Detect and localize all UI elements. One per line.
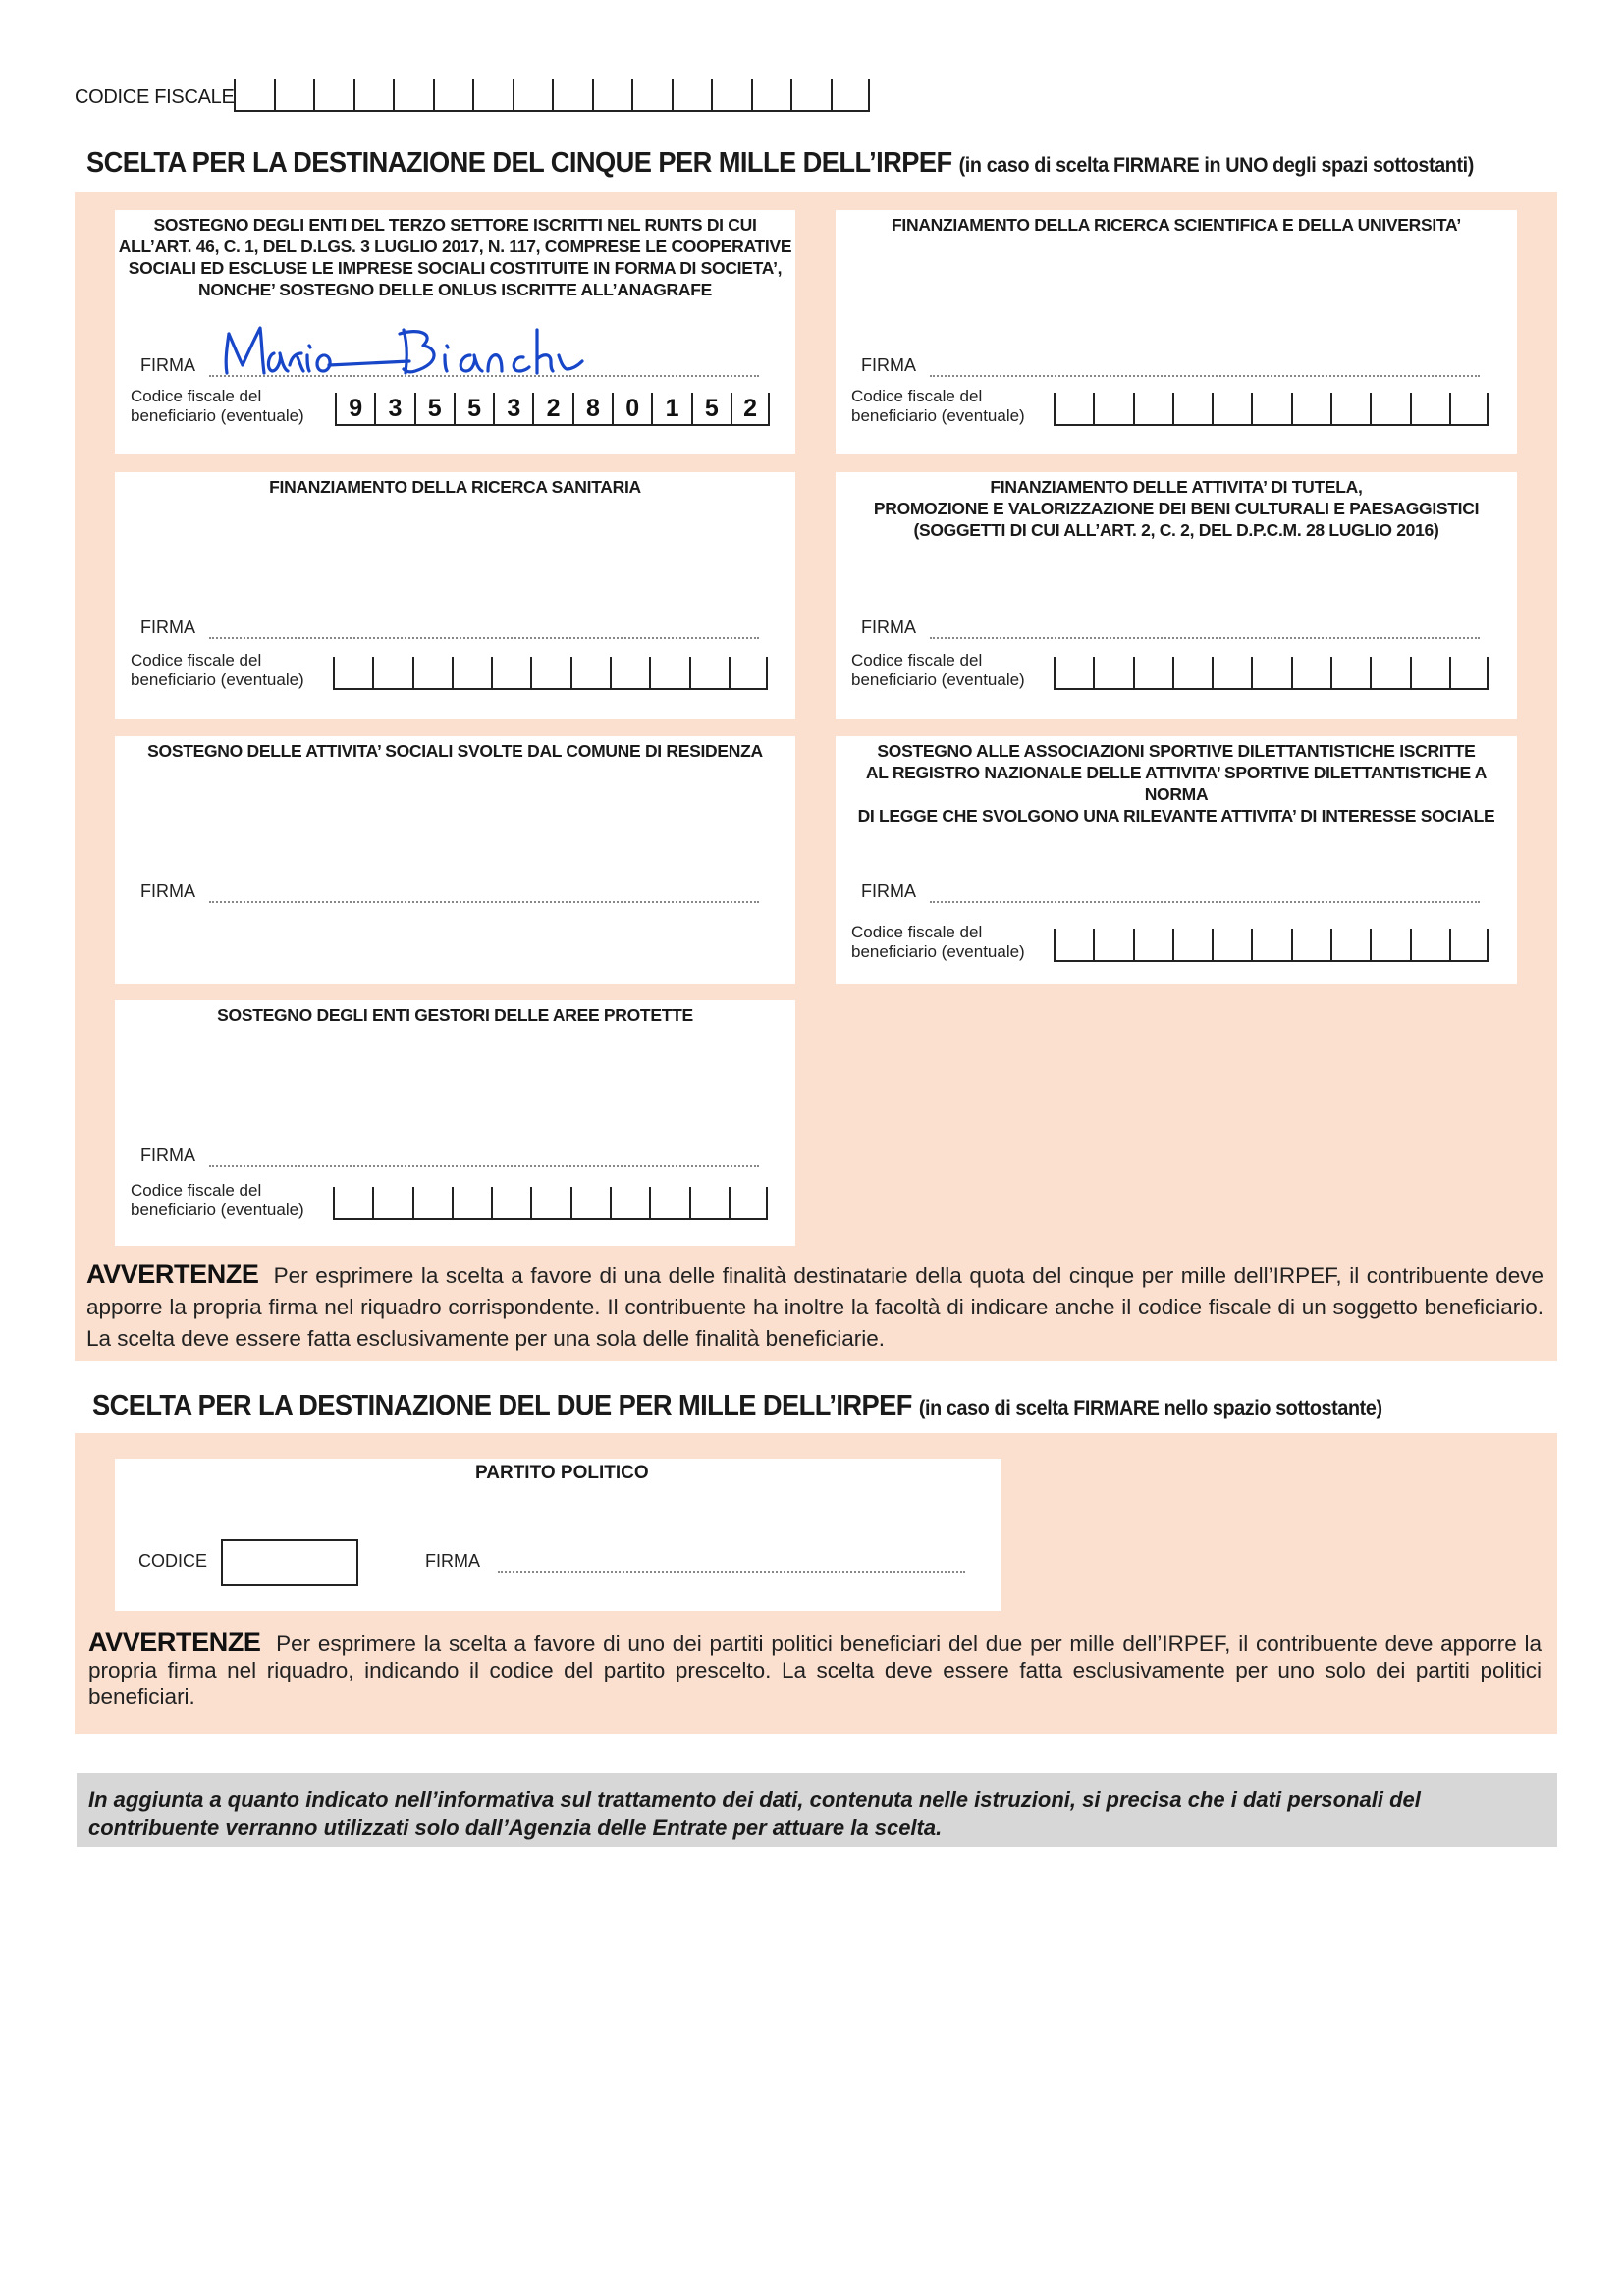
char-cell[interactable] (1291, 929, 1330, 960)
char-cell[interactable] (689, 657, 729, 688)
char-cell[interactable] (1370, 657, 1409, 688)
cinque-per-mille-title (86, 147, 1474, 180)
char-cell[interactable] (552, 79, 592, 110)
firma-label: FIRMA (861, 617, 916, 637)
char-cell[interactable] (649, 657, 688, 688)
char-cell[interactable] (530, 657, 569, 688)
cf-beneficiario-label-line: beneficiario (eventuale) (131, 670, 304, 689)
char-cell[interactable] (751, 79, 791, 110)
char-cell[interactable] (1330, 929, 1370, 960)
cf-beneficiario-label-line: Codice fiscale del (131, 387, 262, 405)
cinque-per-mille-heading: SCELTA PER LA DESTINAZIONE DEL CINQUE PER MILLE DELL’IRPEF (86, 147, 952, 179)
avvertenze-text: Per esprimere la scelta a favore di uno dei partiti politici beneficiari del due per mille dell’IRPEF, il contribuente deve apporre la propria firma nel riquadro, indicando il codice del partito prescelto. La scelta deve essere fatta esclusivamente per uno solo dei partiti politici beneficiari. (88, 1631, 1542, 1709)
firma-line[interactable] (209, 637, 759, 639)
char-cell[interactable] (649, 1187, 688, 1218)
avvertenze-label: AVVERTENZE (86, 1259, 259, 1289)
char-cell[interactable] (1449, 657, 1489, 688)
char-cell[interactable] (372, 1187, 411, 1218)
char-cell[interactable] (1093, 657, 1132, 688)
char-cell[interactable]: 5 (691, 393, 731, 424)
box-title-line: (SOGGETTI DI CUI ALL’ART. 2, C. 2, DEL D.P.C.M. 28 LUGLIO 2016) (913, 520, 1439, 540)
char-cell[interactable] (530, 1187, 569, 1218)
firma-label: FIRMA (140, 881, 195, 901)
box-title-line: FINANZIAMENTO DELLA RICERCA SCIENTIFICA E DELLA UNIVERSITA’ (892, 215, 1461, 235)
cf-beneficiario-input[interactable] (333, 657, 768, 690)
char-cell[interactable] (729, 657, 768, 688)
firma-line[interactable] (209, 901, 759, 903)
avvertenze-cinque (86, 1258, 1543, 1355)
firma-label: FIRMA (425, 1551, 480, 1571)
char-cell[interactable] (472, 79, 513, 110)
due-per-mille-title (92, 1390, 1382, 1422)
char-cell[interactable] (1330, 657, 1370, 688)
cf-beneficiario-label-line: beneficiario (eventuale) (851, 406, 1025, 425)
box-title-line: AL REGISTRO NAZIONALE DELLE ATTIVITA’ SPORTIVE DILETTANTISTICHE A NORMA (865, 763, 1488, 804)
char-cell[interactable] (570, 1187, 610, 1218)
char-cell[interactable]: 1 (651, 393, 690, 424)
char-cell[interactable] (1291, 657, 1330, 688)
char-cell[interactable] (1370, 929, 1409, 960)
char-cell[interactable] (393, 79, 433, 110)
char-cell[interactable] (491, 1187, 530, 1218)
char-cell[interactable] (1172, 657, 1212, 688)
cf-beneficiario-input[interactable] (333, 1187, 768, 1220)
cf-beneficiario-label-line: Codice fiscale del (131, 651, 262, 669)
box-title (836, 214, 1517, 236)
cf-beneficiario-label-line: Codice fiscale del (131, 1181, 262, 1200)
due-per-mille-heading: SCELTA PER LA DESTINAZIONE DEL DUE PER MILLE DELL’IRPEF (92, 1390, 912, 1421)
firma-line[interactable] (930, 901, 1480, 903)
char-cell[interactable] (1054, 929, 1093, 960)
char-cell[interactable] (412, 1187, 452, 1218)
char-cell[interactable]: 8 (572, 393, 612, 424)
char-cell[interactable] (1251, 929, 1290, 960)
box-title-line: SOSTEGNO DEGLI ENTI GESTORI DELLE AREE PROTETTE (217, 1005, 693, 1025)
char-cell[interactable] (433, 79, 473, 110)
box-partito-politico (115, 1459, 1001, 1611)
char-cell[interactable] (452, 1187, 491, 1218)
box-title (115, 740, 795, 762)
char-cell[interactable] (1172, 393, 1212, 424)
box-title-line: FINANZIAMENTO DELLE ATTIVITA’ DI TUTELA, (990, 477, 1363, 497)
codice-label: CODICE (138, 1551, 208, 1571)
char-cell[interactable] (1251, 393, 1290, 424)
char-cell[interactable] (1212, 393, 1251, 424)
box-title (115, 476, 795, 498)
box-title (836, 476, 1517, 541)
avvertenze-due (88, 1629, 1542, 1710)
cf-beneficiario-label-line: Codice fiscale del (851, 651, 983, 669)
char-cell[interactable]: 0 (612, 393, 651, 424)
char-cell[interactable] (333, 1187, 372, 1218)
cf-beneficiario-label (131, 387, 304, 426)
char-cell[interactable]: 9 (335, 393, 374, 424)
box-associazioni-sportive (836, 736, 1517, 984)
char-cell[interactable] (610, 1187, 649, 1218)
cf-beneficiario-input[interactable] (1054, 393, 1489, 426)
signature-image (213, 300, 763, 389)
box-ricerca-sanitaria (115, 472, 795, 719)
firma-line[interactable] (209, 1165, 759, 1167)
char-cell[interactable] (631, 79, 672, 110)
box-terzo-settore (115, 210, 795, 454)
char-cell[interactable] (1370, 393, 1409, 424)
char-cell[interactable] (1172, 929, 1212, 960)
char-cell[interactable] (372, 657, 411, 688)
box-title-line: ALL’ART. 46, C. 1, DEL D.LGS. 3 LUGLIO 2017, N. 117, COMPRESE LE COOPERATIVE (118, 237, 792, 256)
box-title-line: SOSTEGNO ALLE ASSOCIAZIONI SPORTIVE DILETTANTISTICHE ISCRITTE (877, 741, 1476, 761)
char-cell[interactable] (672, 79, 712, 110)
box-title (115, 1004, 795, 1026)
char-cell[interactable] (1133, 657, 1172, 688)
cf-beneficiario-label-line: beneficiario (eventuale) (131, 406, 304, 425)
avvertenze-text: Per esprimere la scelta a favore di una delle finalità destinatarie della quota del cinque per mille dell’IRPEF, il contribuente deve apporre la propria firma nel riquadro corrispondente. Il contribuente ha inoltre la facoltà di indicare anche il codice fiscale di un soggetto beneficiario. La scelta deve essere fatta esclusivamente per una sola delle finalità beneficiarie. (86, 1263, 1543, 1351)
char-cell[interactable] (729, 1187, 768, 1218)
box-beni-culturali (836, 472, 1517, 719)
char-cell[interactable] (1291, 393, 1330, 424)
firma-line[interactable] (930, 375, 1480, 377)
box-title-line: SOCIALI ED ESCLUSE LE IMPRESE SOCIALI COSTITUITE IN FORMA DI SOCIETA’, (128, 258, 783, 278)
firma-label: FIRMA (861, 881, 916, 901)
char-cell[interactable] (610, 657, 649, 688)
char-cell[interactable] (1330, 393, 1370, 424)
char-cell[interactable] (1410, 929, 1449, 960)
firma-line[interactable] (930, 637, 1480, 639)
char-cell[interactable] (313, 79, 353, 110)
box-title-line: PROMOZIONE E VALORIZZAZIONE DEI BENI CULTURALI E PAESAGGISTICI (873, 499, 1480, 518)
char-cell[interactable]: 2 (532, 393, 571, 424)
cf-beneficiario-label-line: Codice fiscale del (851, 923, 983, 941)
firma-label: FIRMA (140, 617, 195, 637)
box-ricerca-scientifica (836, 210, 1517, 454)
char-cell[interactable] (570, 657, 610, 688)
box-title (836, 740, 1517, 827)
codice-fiscale-label: CODICE FISCALE (75, 86, 235, 108)
char-cell[interactable] (1093, 393, 1132, 424)
char-cell[interactable] (234, 79, 274, 110)
box-title-line: DI LEGGE CHE SVOLGONO UNA RILEVANTE ATTIVITA’ DI INTERESSE SOCIALE (857, 806, 1495, 826)
char-cell[interactable]: 3 (493, 393, 532, 424)
codice-partito-input[interactable] (221, 1539, 358, 1586)
char-cell[interactable] (274, 79, 314, 110)
char-cell[interactable] (689, 1187, 729, 1218)
box-comune-residenza (115, 736, 795, 984)
char-cell[interactable] (333, 657, 372, 688)
box-title-line: FINANZIAMENTO DELLA RICERCA SANITARIA (269, 477, 641, 497)
box-aree-protette (115, 1000, 795, 1246)
firma-label: FIRMA (140, 1146, 195, 1165)
cf-beneficiario-label (131, 651, 304, 690)
cf-beneficiario-label-line: beneficiario (eventuale) (851, 670, 1025, 689)
cf-beneficiario-label (851, 387, 1025, 426)
avvertenze-label: AVVERTENZE (88, 1628, 261, 1657)
box-title: PARTITO POLITICO (475, 1463, 649, 1483)
cf-beneficiario-label-line: beneficiario (eventuale) (131, 1201, 304, 1219)
char-cell[interactable] (1212, 929, 1251, 960)
firma-line[interactable] (498, 1571, 965, 1573)
char-cell[interactable] (790, 79, 831, 110)
cf-beneficiario-input[interactable] (1054, 657, 1489, 690)
cf-beneficiario-label (851, 923, 1025, 962)
cf-beneficiario-input[interactable] (335, 393, 770, 426)
char-cell[interactable] (1054, 393, 1093, 424)
firma-label: FIRMA (140, 355, 195, 375)
privacy-note: In aggiunta a quanto indicato nell’informativa sul trattamento dei dati, contenuta nelle istruzioni, si precisa che i dati personali del contribuente verranno utilizzati solo dall’Agenzia delle Entrate per attuare la scelta. (77, 1773, 1557, 1847)
box-title-line: SOSTEGNO DEGLI ENTI DEL TERZO SETTORE ISCRITTI NEL RUNTS DI CUI (153, 215, 757, 235)
char-cell[interactable] (491, 657, 530, 688)
char-cell[interactable]: 5 (454, 393, 493, 424)
char-cell[interactable] (1410, 393, 1449, 424)
cf-beneficiario-label (131, 1181, 304, 1220)
char-cell[interactable]: 2 (731, 393, 770, 424)
char-cell[interactable] (592, 79, 632, 110)
char-cell[interactable] (1133, 393, 1172, 424)
char-cell[interactable] (1054, 657, 1093, 688)
char-cell[interactable] (412, 657, 452, 688)
char-cell[interactable] (711, 79, 751, 110)
cf-beneficiario-label-line: Codice fiscale del (851, 387, 983, 405)
codice-fiscale-input[interactable] (234, 79, 870, 112)
char-cell[interactable] (353, 79, 394, 110)
char-cell[interactable] (1410, 657, 1449, 688)
cf-beneficiario-label-line: beneficiario (eventuale) (851, 942, 1025, 961)
due-per-mille-subtitle: (in caso di scelta FIRMARE nello spazio sottostante) (918, 1397, 1382, 1419)
box-title-line: SOSTEGNO DELLE ATTIVITA’ SOCIALI SVOLTE DAL COMUNE DI RESIDENZA (147, 741, 763, 761)
cf-beneficiario-input[interactable] (1054, 929, 1489, 962)
char-cell[interactable] (1133, 929, 1172, 960)
firma-label: FIRMA (861, 355, 916, 375)
char-cell[interactable] (513, 79, 553, 110)
char-cell[interactable] (1212, 657, 1251, 688)
box-title (115, 214, 795, 300)
char-cell[interactable]: 5 (414, 393, 454, 424)
box-title-line: NONCHE’ SOSTEGNO DELLE ONLUS ISCRITTE ALL’ANAGRAFE (198, 280, 712, 299)
cf-beneficiario-label (851, 651, 1025, 690)
char-cell[interactable] (1251, 657, 1290, 688)
char-cell[interactable] (1449, 393, 1489, 424)
char-cell[interactable] (1093, 929, 1132, 960)
char-cell[interactable] (452, 657, 491, 688)
char-cell[interactable] (831, 79, 871, 110)
char-cell[interactable] (1449, 929, 1489, 960)
char-cell[interactable]: 3 (374, 393, 413, 424)
cinque-per-mille-subtitle: (in caso di scelta FIRMARE in UNO degli spazi sottostanti) (958, 154, 1474, 177)
